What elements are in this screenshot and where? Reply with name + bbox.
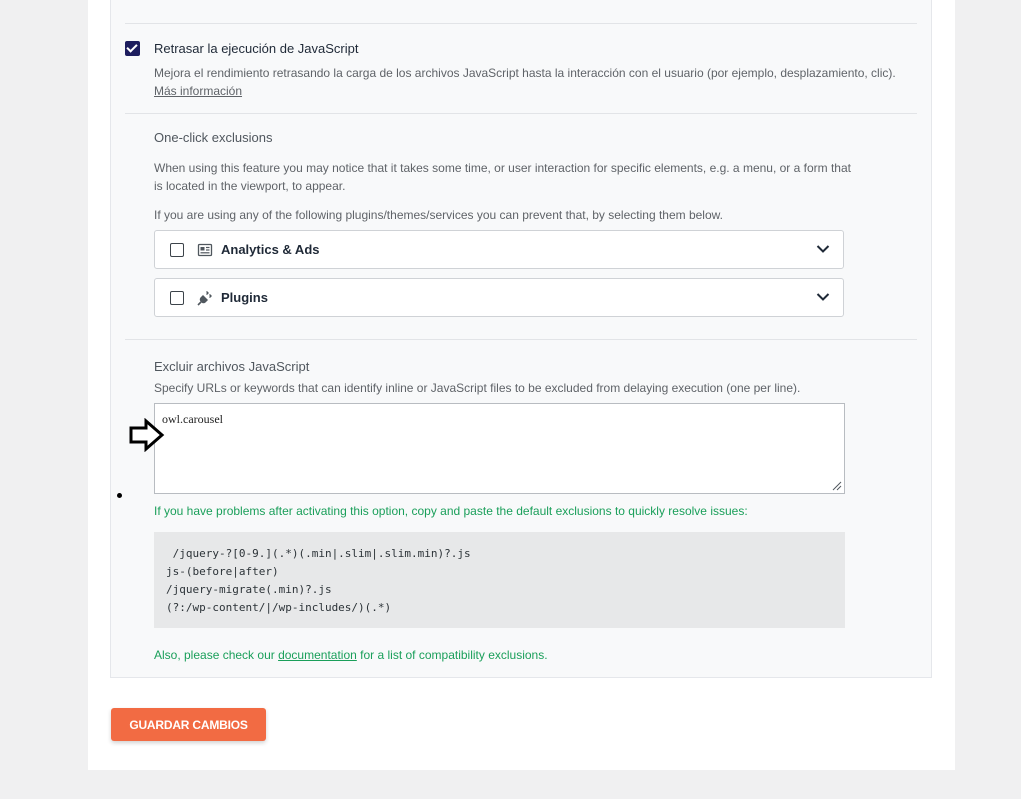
one-click-paragraph-2: If you are using any of the following plugins/themes/services you can prevent that, by selecting them below. — [154, 208, 723, 222]
one-click-title: One-click exclusions — [154, 130, 273, 145]
plugins-checkbox[interactable] — [170, 291, 184, 305]
delay-js-description-text: Mejora el rendimiento retrasando la carga de los archivos JavaScript hasta la interacción con el usuario (por ejemplo, desplazamiento, clic). — [154, 66, 896, 80]
exclude-js-textarea[interactable] — [154, 403, 845, 494]
code-line: /jquery-?[0-9.](.*)(.min|.slim|.slim.min)?.js — [166, 547, 471, 560]
code-line: js-(before|after) — [166, 565, 279, 578]
save-changes-button[interactable]: GUARDAR CAMBIOS — [111, 708, 266, 741]
code-line: /jquery-migrate(.min)?.js — [166, 583, 332, 596]
accordion-analytics-ads[interactable] — [154, 230, 844, 269]
divider — [125, 339, 917, 340]
code-line: (?:/wp-content/|/wp-includes/)(.*) — [166, 601, 392, 614]
analytics-ads-checkbox[interactable] — [170, 243, 184, 257]
chevron-down-icon[interactable] — [816, 244, 830, 254]
exclusions-warning: If you have problems after activating this option, copy and paste the default exclusions to quickly resolve issues: — [154, 504, 748, 518]
arrow-pointer-icon — [129, 418, 165, 452]
more-info-link[interactable]: Más información — [154, 84, 243, 98]
divider — [125, 23, 917, 24]
analytics-icon — [197, 242, 213, 258]
accordion-label: Analytics & Ads — [221, 242, 320, 257]
delay-js-description — [154, 64, 904, 100]
docs-prefix: Also, please check our — [154, 648, 275, 662]
divider — [125, 113, 917, 114]
accordion-label: Plugins — [221, 290, 268, 305]
documentation-note — [154, 648, 548, 662]
delay-js-checkbox[interactable] — [125, 41, 140, 56]
one-click-paragraph-1: When using this feature you may notice that it takes some time, or user interaction for specific elements, e.g. a menu, or a form that is located in the viewport, to appear. — [154, 161, 851, 193]
docs-suffix: for a list of compatibility exclusions. — [360, 648, 548, 662]
accordion-plugins[interactable] — [154, 278, 844, 317]
documentation-link[interactable]: documentation — [278, 648, 357, 662]
chevron-down-icon[interactable] — [816, 292, 830, 302]
cursor-dot — [117, 493, 122, 498]
plugin-icon — [197, 290, 213, 306]
delay-js-title: Retrasar la ejecución de JavaScript — [154, 41, 359, 56]
exclude-js-description: Specify URLs or keywords that can identify inline or JavaScript files to be excluded from delaying execution (one per line). — [154, 381, 801, 395]
default-exclusions-code — [154, 532, 845, 628]
exclude-js-title: Excluir archivos JavaScript — [154, 359, 310, 374]
